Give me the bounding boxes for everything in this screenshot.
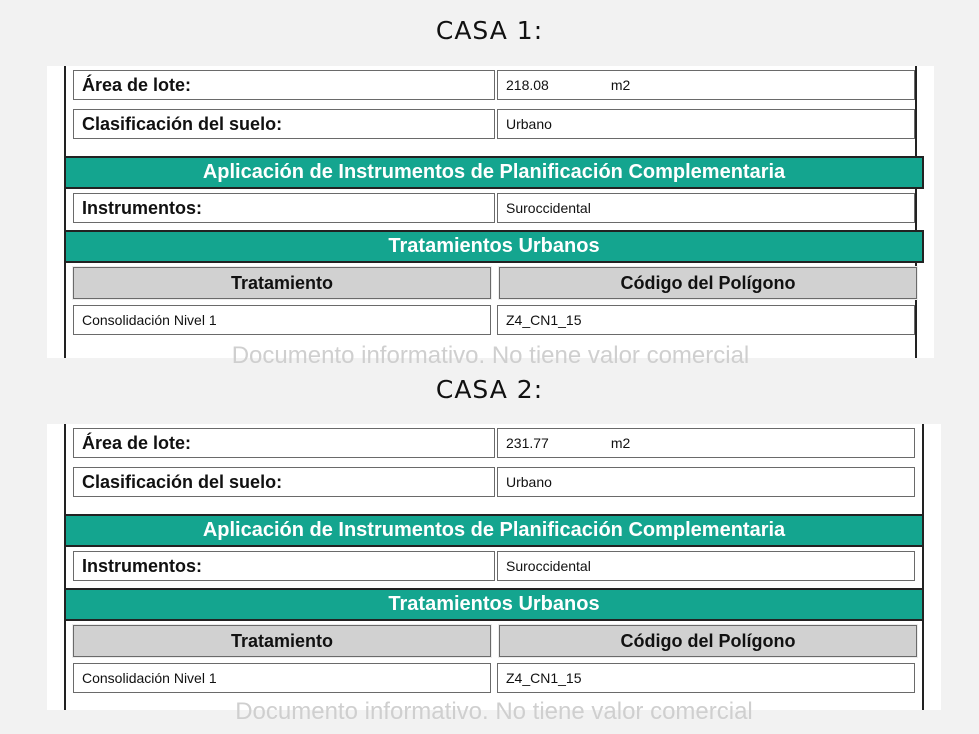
instrumentos-label: Instrumentos: xyxy=(73,551,495,581)
tratamientos-band xyxy=(64,588,924,621)
area-label: Área de lote: xyxy=(73,428,495,458)
area-unit: m2 xyxy=(610,435,631,451)
tratamientos-band xyxy=(64,230,924,263)
tratamiento-column-header: Tratamiento xyxy=(73,267,491,299)
tratamiento-cell: Consolidación Nivel 1 xyxy=(73,663,491,693)
tratamientos-band-title: Tratamientos Urbanos xyxy=(388,235,600,257)
instrumentos-label: Instrumentos: xyxy=(73,193,495,223)
instrumentos-band-title: Aplicación de Instrumentos de Planificación Complementaria xyxy=(202,519,786,541)
right-border xyxy=(922,424,924,710)
tratamiento-column-header: Tratamiento xyxy=(73,625,491,657)
suelo-label: Clasificación del suelo: xyxy=(73,467,495,497)
codigo-cell: Z4_CN1_15 xyxy=(497,663,915,693)
area-value-field xyxy=(497,428,915,458)
tratamientos-band-title: Tratamientos Urbanos xyxy=(388,593,600,615)
suelo-value: Urbano xyxy=(497,467,915,497)
area-label: Área de lote: xyxy=(73,70,495,100)
instrumentos-band xyxy=(64,514,924,547)
area-value-field xyxy=(497,70,915,100)
codigo-cell: Z4_CN1_15 xyxy=(497,305,915,335)
tratamiento-cell: Consolidación Nivel 1 xyxy=(73,305,491,335)
right-border xyxy=(915,66,917,358)
case-1-sheet xyxy=(47,66,934,369)
area-value: 218.08 xyxy=(506,77,549,93)
suelo-value: Urbano xyxy=(497,109,915,139)
case-1-title: CASA 1: xyxy=(435,16,544,45)
instrumentos-band-title: Aplicación de Instrumentos de Planificación Complementaria xyxy=(202,161,786,183)
area-value: 231.77 xyxy=(506,435,549,451)
left-border xyxy=(64,66,66,358)
codigo-column-header: Código del Polígono xyxy=(499,267,917,299)
case-2-title: CASA 2: xyxy=(435,375,544,404)
suelo-label: Clasificación del suelo: xyxy=(73,109,495,139)
watermark: Documento informativo. No tiene valor comercial xyxy=(231,342,750,369)
watermark: Documento informativo. No tiene valor comercial xyxy=(235,698,753,725)
area-unit: m2 xyxy=(610,77,631,93)
instrumentos-value: Suroccidental xyxy=(497,193,915,223)
instrumentos-value: Suroccidental xyxy=(497,551,915,581)
left-border xyxy=(64,424,66,710)
instrumentos-band xyxy=(64,156,924,189)
codigo-column-header: Código del Polígono xyxy=(499,625,917,657)
case-2-sheet xyxy=(47,424,941,725)
